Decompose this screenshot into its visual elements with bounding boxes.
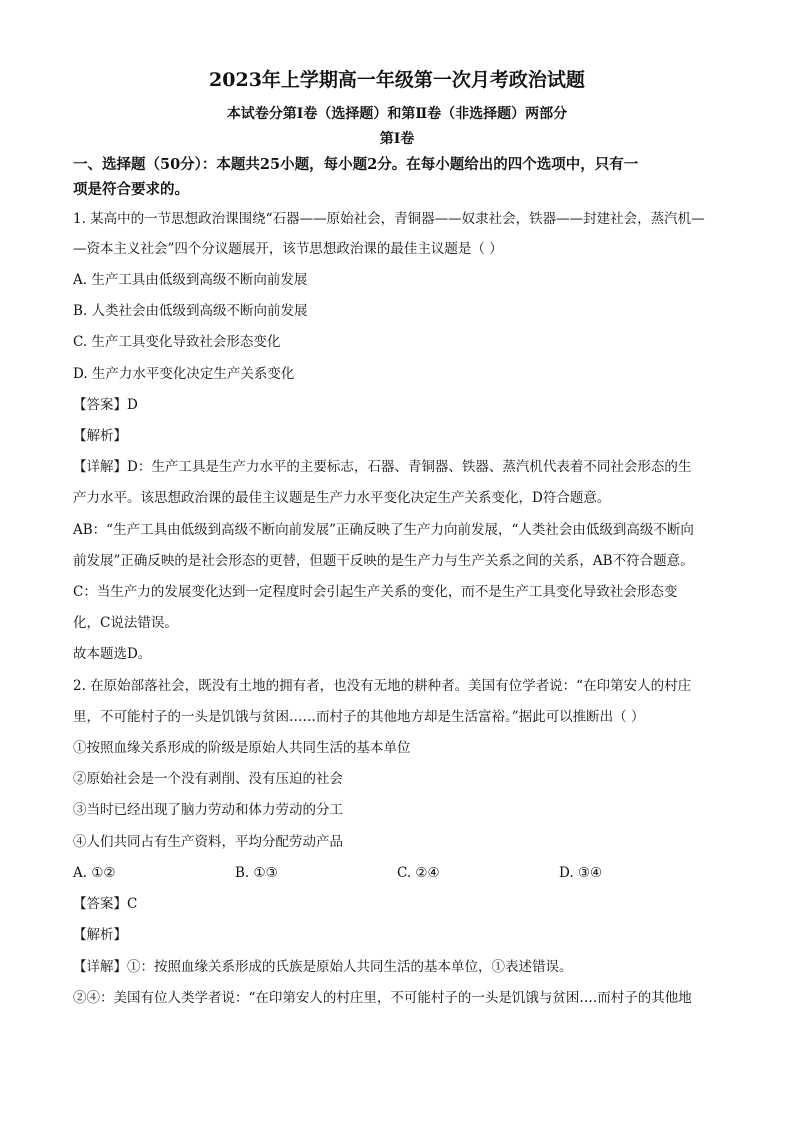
q2-options-row	[73, 863, 733, 883]
exam-subtitle: 本试卷分第Ⅰ卷（选择题）和第Ⅱ卷（非选择题）两部分	[226, 106, 568, 122]
q2-option-d: D. ③④	[559, 865, 603, 881]
q2-option-a: A. ①②	[73, 865, 116, 881]
exam-title: 2023年上学期高一年级第一次月考政治试题	[209, 69, 585, 91]
q2-answer: 【答案】C	[73, 896, 138, 912]
q1-option-a: A. 生产工具由低级到高级不断向前发展	[73, 272, 308, 288]
q1-detail-line: 化，C说法错误。	[73, 615, 178, 631]
q1-option-b: B. 人类社会由低级到高级不断向前发展	[73, 303, 308, 319]
q2-stem-line-2: 里，不可能村子的一头是饥饿与贫困……而村子的其他地方却是生活富裕。”据此可以推断出（ ）	[73, 709, 645, 725]
q1-detail-line: 产力水平。该思想政治课的最佳主议题是生产力水平变化决定生产关系变化，D符合题意。	[73, 490, 611, 506]
q1-detail-line: 故本题选D。	[73, 646, 152, 662]
section-instruction-line-1: 一、选择题（50分）：本题共25小题，每小题2分。在每小题给出的四个选项中，只有一	[73, 156, 639, 173]
q1-answer: 【答案】D	[73, 397, 138, 413]
q2-item-2: ②原始社会是一个没有剥削、没有压迫的社会	[73, 771, 343, 787]
q2-detail-line: ②④：美国有位人类学者说：“在印第安人的村庄里，不可能村子的一头是饥饿与贫困….而村子的其他地	[73, 990, 692, 1006]
q1-detail-line: 前发展”正确反映的是社会形态的更替，但题干反映的是生产力与生产关系之间的关系，AB不符合题意。	[73, 553, 694, 569]
q2-option-b: B. ①③	[235, 865, 278, 881]
q2-option-c: C. ②④	[397, 865, 440, 881]
q1-detail-line: 【详解】D：生产工具是生产力水平的主要标志，石器、青铜器、铁器、蒸汽机代表着不同社会形态的生	[73, 459, 692, 475]
q2-item-4: ④人们共同占有生产资料，平均分配劳动产品	[73, 834, 343, 850]
q1-stem-line-2: —资本主义社会”四个分议题展开，该节思想政治课的最佳主议题是（ ）	[73, 241, 503, 257]
q2-detail-line: 【详解】①：按照血缘关系形成的氏族是原始人共同生活的基本单位，①表述错误。	[73, 959, 573, 975]
q1-option-c: C. 生产工具变化导致社会形态变化	[73, 334, 281, 350]
q1-stem-line-1: 1. 某高中的一节思想政治课围绕“石器——原始社会，青铜器——奴隶社会，铁器——封建社会，蒸汽机—	[73, 211, 705, 227]
q1-option-d: D. 生产力水平变化决定生产关系变化	[73, 366, 295, 382]
q2-item-1: ①按照血缘关系形成的阶级是原始人共同生活的基本单位	[73, 740, 411, 756]
part-heading: 第Ⅰ卷	[379, 131, 415, 147]
q2-item-3: ③当时已经出现了脑力劳动和体力劳动的分工	[73, 802, 343, 818]
q1-detail-line: AB：“生产工具由低级到高级不断向前发展”正确反映了生产力向前发展，“人类社会由低级到高级不断向	[73, 522, 694, 538]
q1-analysis-label: 【解析】	[73, 428, 127, 444]
q2-analysis-label: 【解析】	[73, 927, 127, 943]
section-instruction-line-2: 项是符合要求的。	[73, 181, 189, 198]
q2-stem-line-1: 2. 在原始部落社会，既没有土地的拥有者，也没有无地的耕种者。美国有位学者说：“在印第安人的村庄	[73, 678, 692, 694]
q1-detail-line: C：当生产力的发展变化达到一定程度时会引起生产关系的变化，而不是生产工具变化导致社会形态变	[73, 584, 678, 600]
